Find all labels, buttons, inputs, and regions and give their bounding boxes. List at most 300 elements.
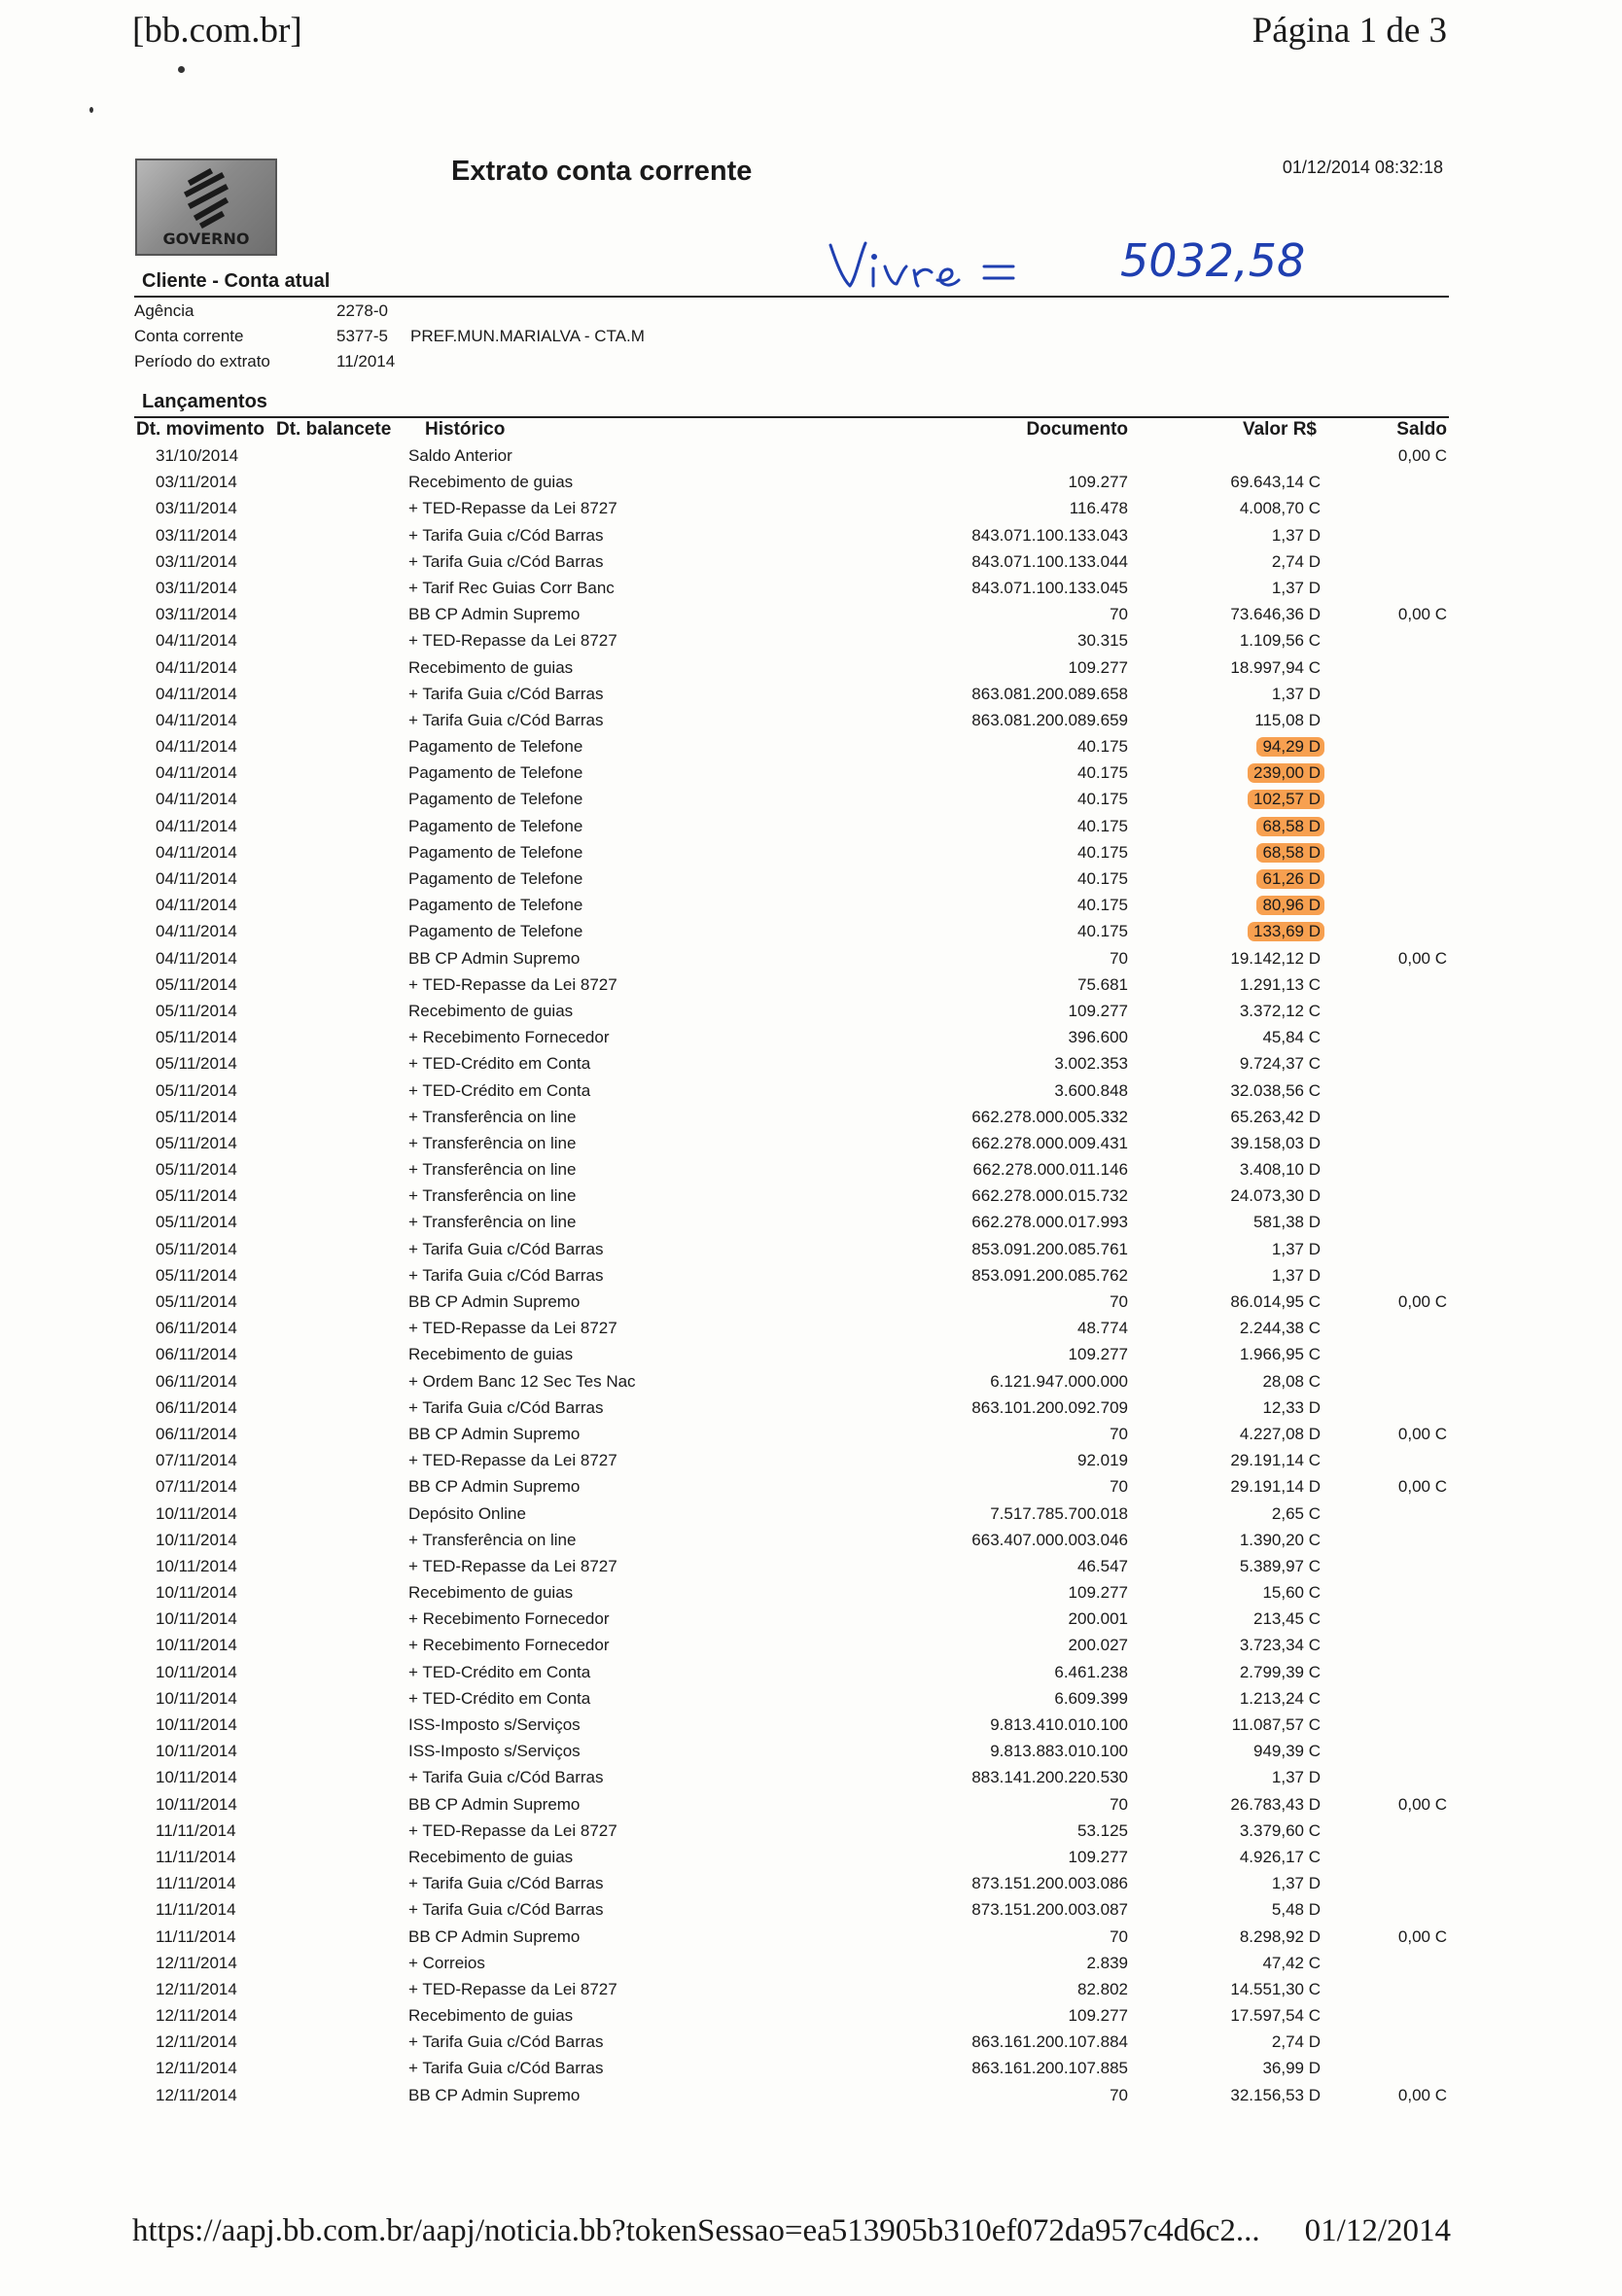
cell-document: 7.517.785.700.018	[990, 1503, 1128, 1523]
cell-date: 06/11/2014	[156, 1397, 237, 1417]
cell-value: 115,08 D	[1254, 710, 1321, 729]
cell-value: 3.372,12 C	[1239, 1001, 1321, 1020]
cell-document: 40.175	[1077, 922, 1128, 941]
table-row	[0, 1530, 1622, 1556]
cell-value: 4.227,08 D	[1239, 1424, 1321, 1443]
footer-url: https://aapj.bb.com.br/aapj/noticia.bb?tokenSessao=ea513905b310ef072da957c4d6c2...	[132, 2213, 1260, 2248]
cell-document: 662.278.000.005.332	[971, 1107, 1128, 1126]
table-row	[0, 1926, 1622, 1953]
cell-document: 109.277	[1068, 473, 1128, 492]
scan-speck	[178, 66, 185, 73]
page-indicator: Página 1 de 3	[1252, 11, 1447, 51]
cell-value: 11.087,57 C	[1231, 1715, 1321, 1734]
cell-history: Pagamento de Telefone	[408, 869, 583, 888]
cell-value: 14.551,30 C	[1230, 1979, 1321, 1998]
cell-document: 662.278.000.009.431	[971, 1133, 1128, 1152]
scan-speck	[89, 107, 93, 113]
cell-value: 69.643,14 C	[1230, 473, 1321, 492]
cell-value: 2.244,38 C	[1239, 1319, 1321, 1338]
cell-value: 24.073,30 D	[1230, 1186, 1321, 1206]
cell-date: 06/11/2014	[156, 1371, 237, 1391]
page-title: Extrato conta corrente	[451, 156, 753, 187]
cell-document: 843.071.100.133.043	[971, 525, 1128, 545]
cell-history: + Tarifa Guia c/Cód Barras	[408, 1397, 604, 1417]
cell-date: 12/11/2014	[156, 1979, 237, 1998]
agency-value: 2278-0	[336, 301, 388, 320]
cell-document: 70	[1110, 948, 1128, 968]
col-history: Histórico	[425, 419, 506, 440]
table-row	[0, 1185, 1622, 1212]
cell-balance: 0,00 C	[1397, 1292, 1447, 1311]
cell-date: 04/11/2014	[156, 842, 237, 862]
cell-value: 1,37 D	[1271, 525, 1321, 545]
cell-value: 39.158,03 D	[1230, 1133, 1321, 1152]
cell-date: 10/11/2014	[156, 1662, 237, 1681]
cell-value: 94,29 D	[1256, 737, 1324, 757]
cell-history: Recebimento de guias	[408, 473, 574, 492]
account-name: PREF.MUN.MARIALVA - CTA.M	[410, 327, 645, 345]
handwritten-value	[1120, 230, 1324, 288]
cell-history: + TED-Repasse da Lei 8727	[408, 1979, 617, 1998]
cell-date: 07/11/2014	[156, 1477, 237, 1497]
cell-value: 65.263,42 D	[1230, 1107, 1321, 1126]
section-divider	[134, 416, 1449, 418]
cell-date: 11/11/2014	[156, 1874, 236, 1893]
cell-history: + Tarifa Guia c/Cód Barras	[408, 1265, 604, 1285]
cell-value: 2,65 C	[1271, 1503, 1321, 1523]
bank-logo	[135, 159, 277, 256]
cell-value: 1.109,56 C	[1239, 631, 1321, 651]
cell-date: 10/11/2014	[156, 1768, 237, 1787]
cell-value: 80,96 D	[1256, 896, 1324, 915]
cell-value: 239,00 D	[1248, 763, 1324, 783]
cell-document: 853.091.200.085.761	[971, 1239, 1128, 1258]
table-row	[0, 1847, 1622, 1873]
cell-value: 2,74 D	[1271, 551, 1321, 571]
cell-value: 61,26 D	[1256, 869, 1324, 889]
table-row	[0, 789, 1622, 815]
cell-date: 12/11/2014	[156, 2006, 237, 2026]
cell-date: 03/11/2014	[156, 551, 237, 571]
cell-balance: 0,00 C	[1397, 948, 1447, 968]
cell-value: 68,58 D	[1256, 817, 1324, 836]
cell-history: + Transferência on line	[408, 1213, 577, 1232]
cell-document: 70	[1110, 1292, 1128, 1311]
cell-history: Saldo Anterior	[408, 446, 512, 465]
cell-date: 05/11/2014	[156, 1054, 237, 1074]
cell-document: 46.547	[1077, 1556, 1128, 1575]
table-row	[0, 1873, 1622, 1899]
cell-document: 863.081.200.089.658	[971, 684, 1128, 703]
cell-history: + Transferência on line	[408, 1530, 577, 1549]
cell-value: 1,37 D	[1271, 1874, 1321, 1893]
bb-logo-icon	[176, 168, 236, 229]
cell-balance: 0,00 C	[1397, 446, 1447, 465]
table-row	[0, 1027, 1622, 1053]
cell-document: 663.407.000.003.046	[971, 1530, 1128, 1549]
cell-value: 1.966,95 C	[1239, 1345, 1321, 1364]
cell-date: 04/11/2014	[156, 869, 237, 888]
cell-date: 31/10/2014	[156, 446, 239, 465]
cell-document: 6.609.399	[1054, 1688, 1128, 1708]
cell-document: 40.175	[1077, 896, 1128, 915]
cell-date: 10/11/2014	[156, 1742, 237, 1761]
cell-date: 05/11/2014	[156, 1292, 237, 1311]
cell-value: 29.191,14 D	[1230, 1477, 1321, 1497]
cell-document: 53.125	[1077, 1820, 1128, 1840]
cell-date: 10/11/2014	[156, 1556, 237, 1575]
section-divider	[134, 296, 1449, 298]
cell-value: 1.390,20 C	[1239, 1530, 1321, 1549]
table-row	[0, 1001, 1622, 1027]
cell-value: 4.926,17 C	[1239, 1847, 1321, 1866]
col-movement-date: Dt. movimento	[136, 419, 264, 440]
cell-value: 29.191,14 C	[1230, 1451, 1321, 1470]
cell-date: 10/11/2014	[156, 1583, 237, 1603]
cell-history: + Transferência on line	[408, 1160, 577, 1180]
cell-history: BB CP Admin Supremo	[408, 948, 581, 968]
cell-date: 05/11/2014	[156, 974, 237, 994]
cell-date: 10/11/2014	[156, 1609, 237, 1629]
table-row	[0, 445, 1622, 472]
account-value: 5377-5	[336, 327, 388, 345]
table-row	[0, 1291, 1622, 1318]
cell-history: + TED-Repasse da Lei 8727	[408, 499, 617, 518]
cell-date: 10/11/2014	[156, 1636, 237, 1655]
table-row	[0, 1688, 1622, 1714]
cell-value: 1.291,13 C	[1239, 974, 1321, 994]
cell-date: 12/11/2014	[156, 2032, 237, 2052]
cell-history: + TED-Repasse da Lei 8727	[408, 974, 617, 994]
table-row	[0, 736, 1622, 762]
table-row	[0, 1899, 1622, 1925]
cell-history: + Tarifa Guia c/Cód Barras	[408, 2032, 604, 2052]
account-label: Conta corrente	[134, 327, 244, 345]
cell-history: + Tarifa Guia c/Cód Barras	[408, 1239, 604, 1258]
cell-history: + Recebimento Fornecedor	[408, 1609, 610, 1629]
cell-date: 05/11/2014	[156, 1160, 237, 1180]
period-value: 11/2014	[336, 352, 396, 371]
table-row	[0, 1608, 1622, 1635]
cell-value: 102,57 D	[1248, 790, 1324, 809]
table-row	[0, 1979, 1622, 2005]
cell-date: 04/11/2014	[156, 948, 237, 968]
cell-date: 03/11/2014	[156, 605, 237, 624]
cell-history: Recebimento de guias	[408, 1001, 574, 1020]
cell-date: 03/11/2014	[156, 473, 237, 492]
cell-date: 05/11/2014	[156, 1239, 237, 1258]
cell-value: 133,69 D	[1248, 922, 1324, 941]
cell-document: 843.071.100.133.045	[971, 578, 1128, 597]
cell-history: + Tarifa Guia c/Cód Barras	[408, 525, 604, 545]
cell-date: 05/11/2014	[156, 1186, 237, 1206]
cell-document: 40.175	[1077, 790, 1128, 809]
site-header: [bb.com.br]	[132, 11, 302, 51]
table-row	[0, 498, 1622, 524]
cell-history: Pagamento de Telefone	[408, 790, 583, 809]
cell-date: 03/11/2014	[156, 525, 237, 545]
cell-document: 662.278.000.017.993	[971, 1213, 1128, 1232]
table-row	[0, 630, 1622, 656]
cell-date: 10/11/2014	[156, 1503, 237, 1523]
cell-document: 109.277	[1068, 1583, 1128, 1603]
table-row	[0, 1476, 1622, 1502]
cell-value: 3.408,10 D	[1239, 1160, 1321, 1180]
cell-date: 04/11/2014	[156, 684, 237, 703]
cell-date: 04/11/2014	[156, 922, 237, 941]
cell-value: 3.723,34 C	[1239, 1636, 1321, 1655]
cell-date: 04/11/2014	[156, 896, 237, 915]
cell-document: 9.813.410.010.100	[990, 1715, 1128, 1734]
cell-value: 1,37 D	[1271, 1265, 1321, 1285]
cell-document: 48.774	[1077, 1319, 1128, 1338]
cell-history: + TED-Crédito em Conta	[408, 1054, 591, 1074]
table-row	[0, 1159, 1622, 1185]
cell-history: + TED-Repasse da Lei 8727	[408, 631, 617, 651]
table-row	[0, 1239, 1622, 1265]
cell-date: 03/11/2014	[156, 499, 237, 518]
cell-date: 06/11/2014	[156, 1345, 237, 1364]
table-row	[0, 2085, 1622, 2111]
cell-value: 581,38 D	[1253, 1213, 1321, 1232]
cell-document: 116.478	[1069, 499, 1128, 518]
cell-document: 92.019	[1077, 1451, 1128, 1470]
cell-date: 12/11/2014	[156, 2085, 237, 2104]
cell-value: 47,42 C	[1262, 1953, 1321, 1972]
table-row	[0, 948, 1622, 974]
cell-value: 26.783,43 D	[1230, 1794, 1321, 1814]
cell-history: + TED-Repasse da Lei 8727	[408, 1556, 617, 1575]
table-row	[0, 762, 1622, 789]
statement-datetime: 01/12/2014 08:32:18	[1282, 158, 1443, 177]
cell-document: 662.278.000.015.732	[971, 1186, 1128, 1206]
table-row	[0, 2031, 1622, 2058]
cell-document: 40.175	[1077, 737, 1128, 757]
cell-value: 15,60 C	[1262, 1583, 1321, 1603]
handwritten-label	[823, 228, 1085, 296]
cell-value: 45,84 C	[1262, 1028, 1321, 1047]
cell-date: 04/11/2014	[156, 737, 237, 757]
cell-value: 3.379,60 C	[1239, 1820, 1321, 1840]
cell-date: 11/11/2014	[156, 1820, 236, 1840]
table-row	[0, 525, 1622, 551]
cell-balance: 0,00 C	[1397, 1424, 1447, 1443]
cell-document: 863.161.200.107.885	[971, 2059, 1128, 2078]
table-row	[0, 684, 1622, 710]
cell-document: 9.813.883.010.100	[990, 1742, 1128, 1761]
table-row	[0, 1767, 1622, 1793]
cell-value: 5,48 D	[1271, 1900, 1321, 1920]
table-row	[0, 1212, 1622, 1238]
cell-document: 70	[1110, 1926, 1128, 1946]
cell-date: 04/11/2014	[156, 710, 237, 729]
cell-date: 05/11/2014	[156, 1265, 237, 1285]
col-document: Documento	[1026, 419, 1128, 440]
cell-history: + Tarifa Guia c/Cód Barras	[408, 1900, 604, 1920]
cell-document: 662.278.000.011.146	[972, 1160, 1128, 1180]
table-row	[0, 868, 1622, 895]
table-row	[0, 604, 1622, 630]
table-row	[0, 1582, 1622, 1608]
svg-text:5032,58: 5032,58	[1120, 234, 1306, 287]
cell-document: 75.681	[1077, 974, 1128, 994]
cell-document: 863.161.200.107.884	[971, 2032, 1128, 2052]
table-row	[0, 1794, 1622, 1820]
cell-history: + TED-Crédito em Conta	[408, 1662, 591, 1681]
cell-date: 11/11/2014	[156, 1926, 236, 1946]
cell-document: 70	[1110, 1477, 1128, 1497]
cell-document: 70	[1110, 1794, 1128, 1814]
cell-date: 06/11/2014	[156, 1424, 237, 1443]
cell-date: 05/11/2014	[156, 1001, 237, 1020]
col-value: Valor R$	[1242, 419, 1317, 440]
cell-date: 12/11/2014	[156, 2059, 237, 2078]
cell-history: BB CP Admin Supremo	[408, 1926, 581, 1946]
cell-history: + Tarifa Guia c/Cód Barras	[408, 1874, 604, 1893]
cell-document: 200.027	[1068, 1636, 1128, 1655]
table-row	[0, 2005, 1622, 2031]
client-heading: Cliente - Conta atual	[142, 270, 331, 292]
cell-document: 863.101.200.092.709	[971, 1397, 1128, 1417]
cell-date: 04/11/2014	[156, 816, 237, 835]
cell-value: 12,33 D	[1262, 1397, 1321, 1417]
cell-document: 2.839	[1086, 1953, 1128, 1972]
cell-value: 18.997,94 C	[1230, 657, 1321, 677]
table-row	[0, 1265, 1622, 1291]
cell-history: + Recebimento Fornecedor	[408, 1636, 610, 1655]
cell-value: 73.646,36 D	[1230, 605, 1321, 624]
cell-history: + TED-Crédito em Conta	[408, 1688, 591, 1708]
cell-history: + Transferência on line	[408, 1186, 577, 1206]
cell-date: 11/11/2014	[156, 1847, 236, 1866]
cell-date: 07/11/2014	[156, 1451, 237, 1470]
table-row	[0, 1133, 1622, 1159]
cell-value: 68,58 D	[1256, 843, 1324, 863]
table-row	[0, 816, 1622, 842]
cell-history: + Tarifa Guia c/Cód Barras	[408, 684, 604, 703]
cell-balance: 0,00 C	[1397, 1477, 1447, 1497]
cell-history: BB CP Admin Supremo	[408, 1292, 581, 1311]
cell-value: 949,39 C	[1253, 1742, 1321, 1761]
entries-heading: Lançamentos	[142, 391, 267, 412]
cell-value: 1,37 D	[1271, 1239, 1321, 1258]
cell-document: 843.071.100.133.044	[971, 551, 1128, 571]
cell-date: 04/11/2014	[156, 631, 237, 651]
cell-date: 05/11/2014	[156, 1080, 237, 1100]
table-row	[0, 1741, 1622, 1767]
table-row	[0, 551, 1622, 578]
table-row	[0, 2058, 1622, 2084]
cell-history: Pagamento de Telefone	[408, 763, 583, 783]
table-row	[0, 1662, 1622, 1688]
table-row	[0, 895, 1622, 921]
cell-history: Pagamento de Telefone	[408, 842, 583, 862]
cell-value: 1.213,24 C	[1239, 1688, 1321, 1708]
cell-value: 19.142,12 D	[1230, 948, 1321, 968]
table-row	[0, 1107, 1622, 1133]
cell-date: 03/11/2014	[156, 578, 237, 597]
table-row	[0, 1450, 1622, 1476]
cell-history: + Recebimento Fornecedor	[408, 1028, 610, 1047]
table-row	[0, 1080, 1622, 1107]
cell-document: 70	[1110, 605, 1128, 624]
col-balance: Saldo	[1396, 419, 1447, 440]
table-row	[0, 1714, 1622, 1741]
cell-date: 10/11/2014	[156, 1794, 237, 1814]
cell-history: + Correios	[408, 1953, 485, 1972]
cell-date: 10/11/2014	[156, 1715, 237, 1734]
cell-history: Pagamento de Telefone	[408, 737, 583, 757]
cell-document: 109.277	[1068, 1847, 1128, 1866]
cell-history: + Tarifa Guia c/Cód Barras	[408, 2059, 604, 2078]
table-row	[0, 921, 1622, 947]
table-row	[0, 1635, 1622, 1661]
entries-table	[0, 445, 1622, 2111]
table-row	[0, 710, 1622, 736]
table-row	[0, 657, 1622, 684]
cell-document: 109.277	[1068, 657, 1128, 677]
cell-document: 3.600.848	[1054, 1080, 1128, 1100]
table-row	[0, 1053, 1622, 1079]
cell-history: + TED-Repasse da Lei 8727	[408, 1820, 617, 1840]
cell-value: 2.799,39 C	[1239, 1662, 1321, 1681]
footer-date: 01/12/2014	[1304, 2213, 1451, 2248]
cell-document: 109.277	[1068, 1345, 1128, 1364]
cell-document: 853.091.200.085.762	[971, 1265, 1128, 1285]
table-row	[0, 974, 1622, 1001]
cell-document: 883.141.200.220.530	[971, 1768, 1128, 1787]
logo-text: GOVERNO	[162, 230, 250, 248]
cell-date: 04/11/2014	[156, 763, 237, 783]
cell-document: 109.277	[1068, 1001, 1128, 1020]
table-row	[0, 1424, 1622, 1450]
cell-value: 28,08 C	[1262, 1371, 1321, 1391]
cell-value: 1,37 D	[1271, 578, 1321, 597]
cell-date: 12/11/2014	[156, 1953, 237, 1972]
cell-value: 17.597,54 C	[1230, 2006, 1321, 2026]
table-row	[0, 1397, 1622, 1424]
cell-document: 6.461.238	[1054, 1662, 1128, 1681]
cell-history: Pagamento de Telefone	[408, 816, 583, 835]
table-row	[0, 1344, 1622, 1370]
table-row	[0, 1503, 1622, 1530]
table-row	[0, 472, 1622, 498]
table-row	[0, 1953, 1622, 1979]
cell-balance: 0,00 C	[1397, 1794, 1447, 1814]
cell-document: 109.277	[1068, 2006, 1128, 2026]
cell-document: 40.175	[1077, 816, 1128, 835]
cell-document: 40.175	[1077, 869, 1128, 888]
table-row	[0, 1371, 1622, 1397]
table-row	[0, 578, 1622, 604]
col-balance-date: Dt. balancete	[276, 419, 392, 440]
cell-history: + TED-Repasse da Lei 8727	[408, 1319, 617, 1338]
cell-history: BB CP Admin Supremo	[408, 1424, 581, 1443]
cell-history: Pagamento de Telefone	[408, 922, 583, 941]
cell-history: ISS-Imposto s/Serviços	[408, 1715, 581, 1734]
cell-history: + Tarifa Guia c/Cód Barras	[408, 1768, 604, 1787]
agency-label: Agência	[134, 301, 194, 320]
cell-value: 1,37 D	[1271, 684, 1321, 703]
cell-document: 873.151.200.003.087	[971, 1900, 1128, 1920]
cell-document: 40.175	[1077, 842, 1128, 862]
cell-history: Pagamento de Telefone	[408, 896, 583, 915]
cell-date: 10/11/2014	[156, 1530, 237, 1549]
cell-balance: 0,00 C	[1397, 2085, 1447, 2104]
cell-value: 1,37 D	[1271, 1768, 1321, 1787]
cell-value: 213,45 C	[1253, 1609, 1321, 1629]
table-row	[0, 842, 1622, 868]
